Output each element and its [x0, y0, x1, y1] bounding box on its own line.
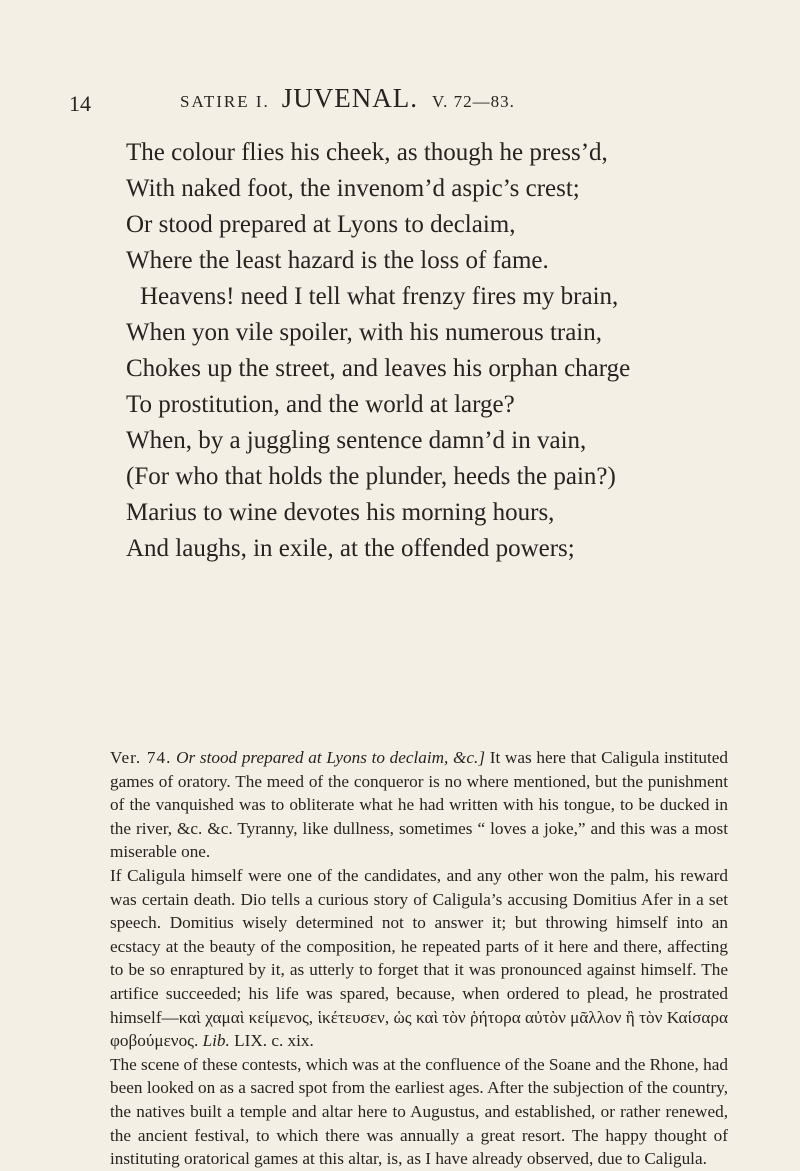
note-text: If Caligula himself were one of the candidates, and any other won the palm, his reward was certain death. Dio tells a curious story of Caligula’s accusing Domitius Afer in a set speech. Domitius wisely determined not to answer it; but throwing himself into an ecstacy at the beauty of the composition, he repeated parts of it here and there, affecting to be so enraptured by it, as utterly to forget that it was pronounced against himself. The artifice succeeded; his life was spared, because, when ordered to plead, he prostrated himself— — [110, 865, 728, 1027]
citation-label: Lib. — [202, 1031, 230, 1051]
poem-line: Marius to wine devotes his morning hours, — [126, 499, 555, 526]
page-number: 14 — [69, 91, 91, 116]
poem-line: When, by a juggling sentence damn’d in vain, — [126, 427, 587, 454]
poem-line: Or stood prepared at Lyons to declaim, — [126, 211, 516, 238]
running-head-verses: V. 72—83. — [432, 92, 515, 111]
note-title: Or stood prepared at Lyons to declaim, &c.] — [176, 748, 486, 767]
running-head-satire: SATIRE I. — [180, 92, 270, 111]
footnote-paragraph — [110, 746, 728, 864]
verse-reference: Ver. 74. — [110, 748, 172, 767]
poem-line: And laughs, in exile, at the offended powers; — [126, 535, 575, 562]
poem-line: Heavens! need I tell what frenzy fires my brain, — [140, 283, 619, 310]
poem-line: Chokes up the street, and leaves his orphan charge — [126, 355, 631, 382]
footnote-paragraph — [110, 864, 728, 1053]
poem-line: Where the least hazard is the loss of fame. — [126, 247, 549, 274]
poem-line: The colour flies his cheek, as though he press’d, — [126, 139, 608, 166]
running-head — [180, 83, 740, 114]
running-head-author: JUVENAL. — [281, 83, 419, 113]
note-text: The scene of these contests, which was at the confluence of the Soane and the Rhone, had been looked on as a sacred spot from the earliest ages. After the subjection of the country, the natives built a temple and altar here to Augustus, and established, or rather renewed, the ancient festival, to which there was annually a great resort. The happy thought of instituting oratorical games at this altar, is, as I have already observed, due to Caligula. — [110, 1054, 728, 1169]
poem-line: With naked foot, the invenom’d aspic’s crest; — [126, 175, 580, 202]
note-text: It was here that Caligula instituted games of oratory. The meed of the conqueror is no where mentioned, but the punishment of the vanquished was to obliterate what he had written with his tongue, to be ducked in the river, &c. &c. Tyranny, like dullness, sometimes “ loves a joke,” and this was a most miserable one. — [110, 748, 728, 862]
footnote-paragraph — [110, 1053, 728, 1171]
citation-reference: LIX. c. xix. — [234, 1031, 314, 1051]
footnote-block — [110, 746, 728, 1171]
poem-line: (For who that holds the plunder, heeds the pain?) — [126, 463, 616, 490]
poem-line: When yon vile spoiler, with his numerous train, — [126, 319, 603, 346]
poem-line: To prostitution, and the world at large? — [126, 391, 515, 418]
page-header — [0, 83, 800, 123]
greek-quotation: καὶ χαμαὶ κείμενος, ἱκέτευσεν, ὡς καὶ τὸν ῥήτορα αὐτὸν μᾶλλον ἢ τὸν Καίσαρα φοβούμενος. — [110, 1007, 728, 1051]
